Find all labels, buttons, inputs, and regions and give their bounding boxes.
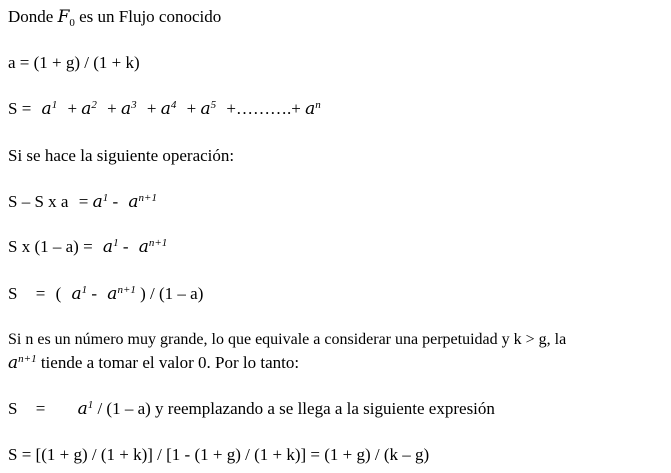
series-term-2-exp: 2 bbox=[91, 99, 97, 111]
simplified-text: / (1 – a) y reemplazando a se llega a la siguiente expresión bbox=[93, 399, 495, 418]
subtraction-t2-exp: n+1 bbox=[138, 192, 157, 204]
intro-text-pre: Donde bbox=[8, 7, 58, 26]
series-term-3-base: a bbox=[121, 99, 132, 119]
solution-t2-base: a bbox=[107, 284, 118, 304]
perpetuity-explanation: Si n es un número muy grande, lo que equivale a considerar una perpetuidad y k > g, la bbox=[8, 331, 567, 348]
flow-variable: F bbox=[57, 7, 70, 27]
solution-t2-exp: n+1 bbox=[117, 284, 136, 296]
factored-t1-base: a bbox=[102, 237, 114, 257]
simplified-equation bbox=[8, 399, 495, 419]
a-definition: a = (1 + g) / (1 + k) bbox=[8, 53, 140, 72]
subtraction-t1-exp: 1 bbox=[102, 192, 109, 204]
intro-line bbox=[8, 7, 221, 27]
series-sum-equation bbox=[8, 99, 321, 119]
factored-t2-exp: n+1 bbox=[148, 237, 168, 249]
operation-intro: Si se hace la siguiente operación: bbox=[8, 146, 235, 165]
series-plus-2: + bbox=[107, 99, 117, 118]
limit-text: tiende a tomar el valor 0. Por lo tanto: bbox=[36, 353, 300, 372]
simplified-base: a bbox=[77, 399, 88, 419]
simplified-lhs: S bbox=[8, 399, 18, 418]
series-term-4-exp: 4 bbox=[170, 99, 177, 111]
simplified-exp: 1 bbox=[87, 399, 94, 411]
series-term-5-base: a bbox=[200, 99, 211, 119]
subtraction-lhs: S – S x a bbox=[8, 192, 69, 211]
factored-t2-base: a bbox=[138, 237, 149, 257]
solution-close: ) / (1 – a) bbox=[140, 284, 204, 303]
intro-text-post: es un Flujo conocido bbox=[74, 7, 222, 26]
solution-t1-exp: 1 bbox=[81, 284, 88, 296]
solution-lhs: S bbox=[8, 284, 18, 303]
solution-open: ( bbox=[55, 284, 62, 303]
series-term-2-base: a bbox=[81, 99, 92, 119]
series-term-4-base: a bbox=[160, 99, 171, 119]
series-term-n-exp: n bbox=[315, 99, 321, 111]
final-expression: S = [(1 + g) / (1 + k)] / [1 - (1 + g) / (1 + k)] = (1 + g) / (k – g) bbox=[8, 445, 430, 464]
series-lhs: S = bbox=[8, 99, 32, 118]
series-plus-4: + bbox=[186, 99, 197, 118]
solution-minus: - bbox=[91, 284, 98, 303]
subtraction-minus: - bbox=[112, 192, 119, 211]
flow-subscript: 0 bbox=[69, 17, 75, 29]
series-term-1-base: a bbox=[41, 99, 52, 119]
series-ellipsis: +……….+ bbox=[226, 99, 301, 118]
series-term-1-exp: 1 bbox=[51, 99, 58, 111]
limit-base: a bbox=[8, 353, 19, 373]
limit-exp: n+1 bbox=[18, 353, 37, 365]
subtraction-t2-base: a bbox=[128, 192, 139, 212]
s-solution-equation bbox=[8, 284, 203, 304]
factored-lhs: S x (1 – a) = bbox=[8, 237, 93, 256]
factored-minus: - bbox=[122, 237, 129, 256]
factored-equation bbox=[8, 237, 167, 257]
factored-t1-exp: 1 bbox=[113, 237, 119, 249]
series-term-3-exp: 3 bbox=[131, 99, 137, 111]
solution-eq: = bbox=[35, 284, 46, 303]
subtraction-equation bbox=[8, 192, 157, 212]
series-plus-1: + bbox=[67, 99, 78, 118]
series-term-n-base: a bbox=[305, 99, 316, 119]
subtraction-eq: = bbox=[78, 192, 89, 211]
simplified-eq: = bbox=[35, 399, 46, 418]
series-term-5-exp: 5 bbox=[210, 99, 217, 111]
limit-statement bbox=[8, 353, 299, 373]
subtraction-t1-base: a bbox=[92, 192, 103, 212]
series-plus-3: + bbox=[146, 99, 157, 118]
solution-t1-base: a bbox=[71, 284, 82, 304]
